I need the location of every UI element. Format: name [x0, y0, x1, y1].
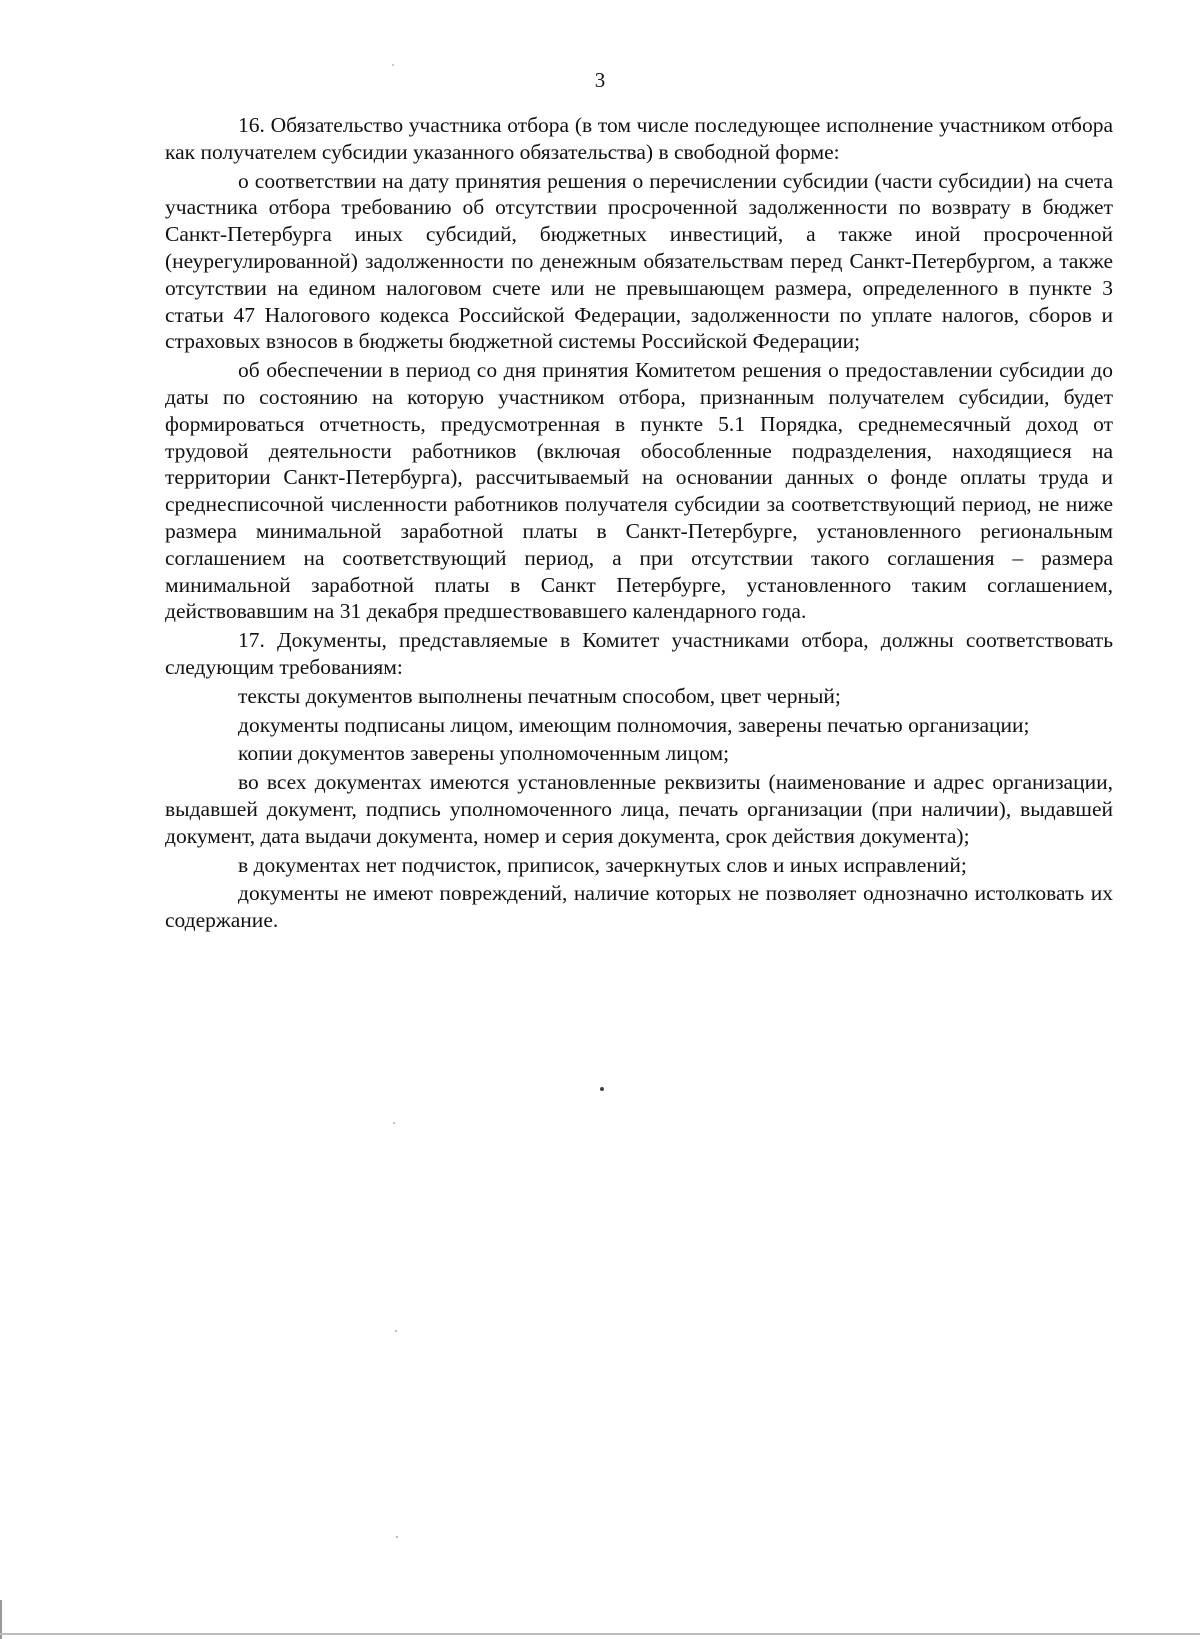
paragraph-17-item-no-damage: документы не имеют повреждений, наличие которых не позволяет однозначно истолковать их содержание.	[165, 881, 1113, 933]
paragraph-16-item-income: об обеспечении в период со дня принятия Комитетом решения о предоставлении субсидии до даты по состоянию на которую участником отбора, признанным получателем субсидии, будет формироваться отчетность, предусмотренная в пункте 5.1 Порядка, среднемесячный доход от трудовой деятельности работников (включая обособленные подразделения, находящиеся на территории Санкт-Петербурга), рассчитываемый на основании данных о фонде оплаты труда и среднесписочной численности работников получателя субсидии за соответствующий период, не ниже размера минимальной заработной платы в Санкт-Петербурге, установленного региональным соглашением на соответствующий период, а при отсутствии такого соглашения – размера минимальной заработной платы в Санкт Петербурге, установленного таким соглашением, действовавшим на 31 декабря предшествовавшего календарного года.	[165, 358, 1113, 624]
scan-speck	[395, 1330, 397, 1332]
page-number: 3	[594, 68, 606, 92]
paragraph-17-item-no-corrections: в документах нет подчисток, приписок, зачеркнутых слов и иных исправлений;	[238, 852, 967, 877]
paragraph-17-item-printed: тексты документов выполнены печатным способом, цвет черный;	[238, 683, 841, 708]
paragraph-17-item-requisites: во всех документах имеются установленные реквизиты (наименование и адрес организации, выдавшей документ, подпись уполномоченного лица, печать организации (при наличии), выдавшей документ, дата выдачи документа, номер и серия документа, срок действия документа);	[165, 770, 1113, 848]
scan-speck	[393, 1122, 395, 1124]
paragraph-17-item-signed: документы подписаны лицом, имеющим полномочия, заверены печатью организации;	[238, 712, 1030, 737]
scan-speck	[396, 1536, 398, 1538]
paragraph-16: 16. Обязательство участника отбора (в том числе последующее исполнение участником отбора как получателем субсидии указанного обязательства) в свободной форме:	[165, 113, 1113, 164]
paragraph-17-item-copies: копии документов заверены уполномоченным лицом;	[238, 741, 730, 766]
document-body	[165, 112, 1113, 934]
scan-speck	[600, 1087, 604, 1091]
scan-speck	[392, 64, 394, 66]
paragraph-17: 17. Документы, представляемые в Комитет участниками отбора, должны соответствовать следующим требованиям:	[165, 628, 1113, 679]
scan-edge	[0, 1633, 1200, 1635]
paragraph-16-item-compliance: о соответствии на дату принятия решения о перечислении субсидии (части субсидии) на счета участника отбора требованию об отсутствии просроченной задолженности по возврату в бюджет Санкт-Петербурга иных субсидий, бюджетных инвестиций, а также иной просроченной (неурегулированной) задолженности по денежным обязательствам перед Санкт-Петербургом, а также отсутствии на едином налоговом счете или не превышающем размера, определенного в пункте 3 статьи 47 Налогового кодекса Российской Федерации, задолженности по уплате налогов, сборов и страховых взносов в бюджеты бюджетной системы Российской Федерации;	[165, 168, 1113, 354]
